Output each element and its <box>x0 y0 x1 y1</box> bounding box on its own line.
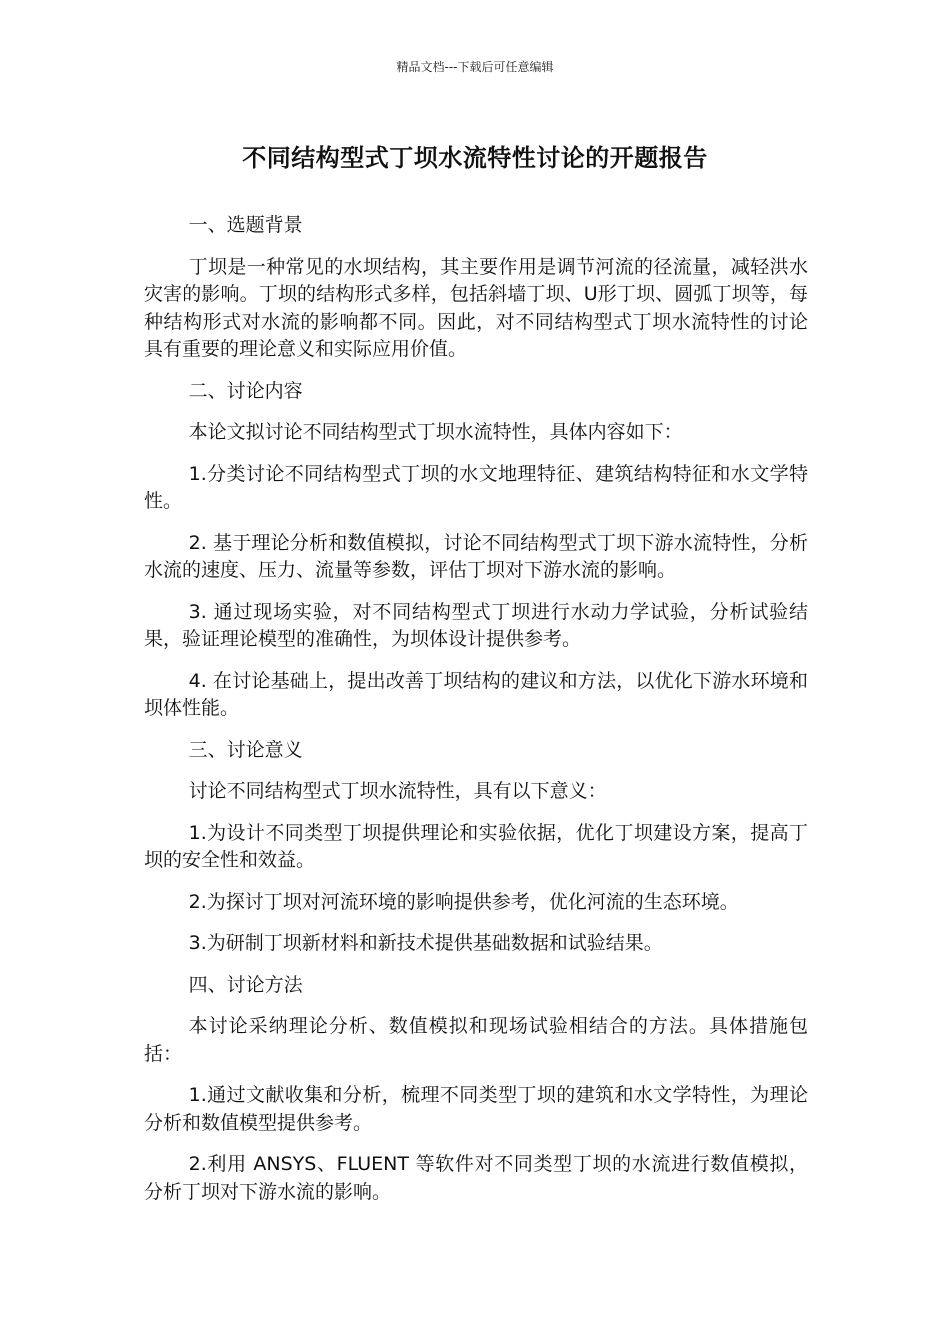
section-heading-significance: 三、讨论意义 <box>188 738 303 761</box>
section-heading-methods: 四、讨论方法 <box>188 973 303 996</box>
document-title: 不同结构型式丁坝水流特性讨论的开题报告 <box>242 144 708 172</box>
paragraph-content-intro: 本论文拟讨论不同结构型式丁坝水流特性，具体内容如下： <box>188 421 683 443</box>
list-item-content-1: 1.分类讨论不同结构型式丁坝的水文地理特征、建筑结构特征和水文学特性。 <box>144 462 808 512</box>
paragraph-significance-intro: 讨论不同结构型式丁坝水流特性，具有以下意义： <box>188 780 607 802</box>
list-item-content-4: 4. 在讨论基础上，提出改善丁坝结构的建议和方法，以优化下游水环境和坝体性能。 <box>144 669 808 719</box>
list-item-content-2: 2. 基于理论分析和数值模拟，讨论不同结构型式丁坝下游水流特性，分析水流的速度、压力、流量等参数，评估丁坝对下游水流的影响。 <box>144 531 808 581</box>
list-item-significance-1: 1.为设计不同类型丁坝提供理论和实验依据，优化丁坝建设方案，提高丁坝的安全性和效益。 <box>144 821 808 871</box>
list-item-methods-2: 2.利用 ANSYS、FLUENT 等软件对不同类型丁坝的水流进行数值模拟，分析丁坝对下游水流的影响。 <box>144 1153 808 1203</box>
paragraph-background: 丁坝是一种常见的水坝结构，其主要作用是调节河流的径流量，减轻洪水灾害的影响。丁坝的结构形式多样，包括斜墙丁坝、U形丁坝、圆弧丁坝等，每种结构形式对水流的影响都不同。因此，对不同结构型式丁坝水流特性的讨论具有重要的理论意义和实际应用价值。 <box>144 255 808 360</box>
section-heading-content: 二、讨论内容 <box>188 379 303 402</box>
list-item-significance-3: 3.为研制丁坝新材料和新技术提供基础数据和试验结果。 <box>188 932 663 954</box>
list-item-methods-1: 1.通过文献收集和分析，梳理不同类型丁坝的建筑和水文学特性，为理论分析和数值模型提供参考。 <box>144 1084 808 1134</box>
list-item-content-3: 3. 通过现场实验，对不同结构型式丁坝进行水动力学试验，分析试验结果，验证理论模型的准确性，为坝体设计提供参考。 <box>144 600 808 650</box>
document-body <box>144 212 808 1220</box>
paragraph-methods-intro: 本讨论采纳理论分析、数值模拟和现场试验相结合的方法。具体措施包括： <box>144 1015 808 1065</box>
section-heading-background: 一、选题背景 <box>188 214 303 236</box>
list-item-significance-2: 2.为探讨丁坝对河流环境的影响提供参考，优化河流的生态环境。 <box>188 890 739 913</box>
page-header: 精品文档---下载后可任意编辑 <box>396 60 554 74</box>
